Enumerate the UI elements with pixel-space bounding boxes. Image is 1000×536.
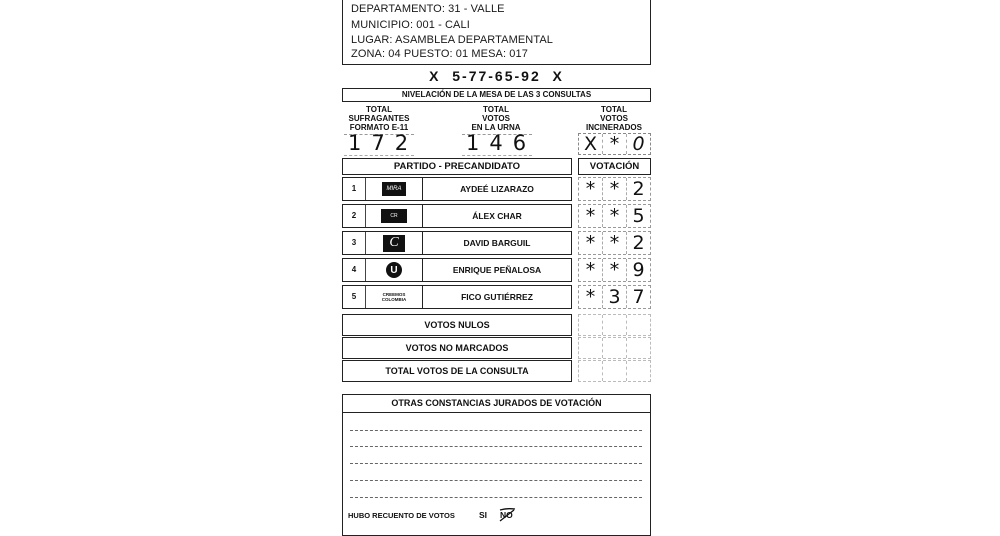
incinerados-digit: X (579, 134, 603, 154)
total-votos-consulta-votes (578, 360, 651, 382)
recuento-no-option: NO (500, 510, 513, 520)
sufragantes-label: TOTAL SUFRAGANTES FORMATO E-11 (348, 105, 410, 132)
candidate-row: 1 MIRA AYDEÉ LIZARAZO (342, 177, 572, 201)
partido-header: PARTIDO - PRECANDIDATO (342, 158, 572, 175)
votos-nulos-votes (578, 314, 651, 336)
serial-number: X 5-77-65-92 X (429, 68, 564, 84)
candidate-row: 4 U ENRIQUE PEÑALOSA (342, 258, 572, 282)
writing-line (350, 463, 642, 464)
lugar-text: LUGAR: ASAMBLEA DEPARTAMENTAL (351, 34, 553, 46)
votos-no-marcados-row: VOTOS NO MARCADOS (342, 337, 572, 359)
candidate-votes: * 3 7 (578, 285, 651, 309)
departamento-text: DEPARTAMENTO: 31 - VALLE (351, 3, 505, 15)
conservador-logo-icon: C (366, 232, 423, 254)
creemos-colombia-logo-icon: CREEMOS COLOMBIA (366, 286, 423, 308)
writing-line (350, 430, 642, 431)
incinerados-label: TOTAL VOTOS INCINERADOS (585, 105, 642, 132)
otras-constancias-title: OTRAS CONSTANCIAS JURADOS DE VOTACIÓN (342, 394, 651, 413)
incinerados-digit: * (603, 134, 627, 154)
cambio-radical-logo-icon: CR (366, 205, 423, 227)
candidate-name: AYDEÉ LIZARAZO (460, 184, 534, 194)
votos-no-marcados-votes (578, 337, 651, 359)
cross-mark-icon (499, 508, 516, 522)
writing-line (350, 480, 642, 481)
incinerados-box (578, 133, 651, 155)
mira-logo-icon: MIRA (366, 178, 423, 200)
candidate-votes: * * 2 (578, 231, 651, 255)
candidate-row: 5 CREEMOS COLOMBIA FICO GUTIÉRREZ (342, 285, 572, 309)
nivelacion-banner: NIVELACIÓN DE LA MESA DE LAS 3 CONSULTAS (342, 88, 651, 102)
candidate-name: FICO GUTIÉRREZ (461, 292, 533, 302)
urna-value: 146 (466, 131, 537, 155)
writing-line (350, 446, 642, 447)
total-votos-consulta-row: TOTAL VOTOS DE LA CONSULTA (342, 360, 572, 382)
candidate-votes: * * 5 (578, 204, 651, 228)
sufragantes-value: 172 (348, 131, 419, 155)
candidate-name: ÁLEX CHAR (472, 211, 522, 221)
candidate-row: 3 C DAVID BARGUIL (342, 231, 572, 255)
writing-line (350, 497, 642, 498)
zona-puesto-mesa-text: ZONA: 04 PUESTO: 01 MESA: 017 (351, 48, 528, 60)
incinerados-digit: 0 (632, 133, 645, 155)
candidate-votes: * * 9 (578, 258, 651, 282)
municipio-text: MUNICIPIO: 001 - CALI (351, 19, 470, 31)
candidate-name: DAVID BARGUIL (463, 238, 531, 248)
recuento-si-option: SI (479, 510, 488, 520)
urna-label: TOTAL VOTOS EN LA URNA (471, 105, 521, 132)
candidate-name: ENRIQUE PEÑALOSA (452, 265, 542, 275)
partido-u-logo-icon: U (366, 259, 423, 281)
candidate-votes: * * 2 (578, 177, 651, 201)
votacion-header: VOTACIÓN (578, 158, 651, 175)
votos-nulos-row: VOTOS NULOS (342, 314, 572, 336)
recuento-label: HUBO RECUENTO DE VOTOS (348, 511, 455, 520)
candidate-row: 2 CR ÁLEX CHAR (342, 204, 572, 228)
